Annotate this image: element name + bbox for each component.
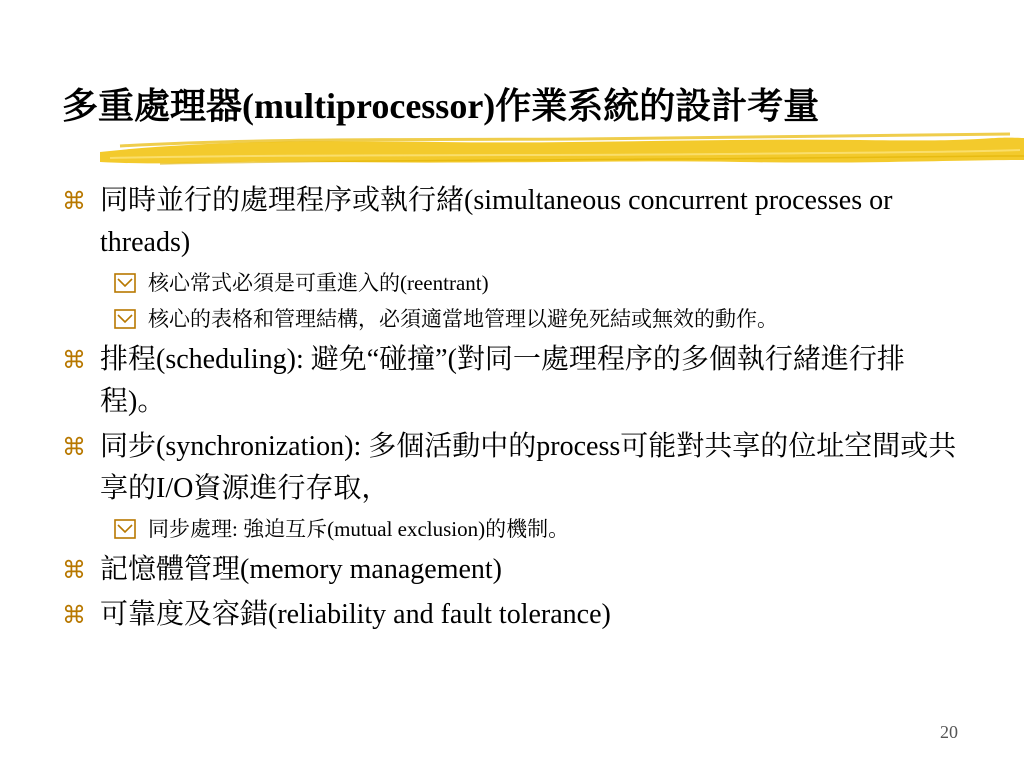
sub-list-item-text: 核心的表格和管理結構，必須適當地管理以避免死結或無效的動作。 bbox=[148, 307, 778, 331]
list-item bbox=[62, 594, 962, 636]
list-item-text: 排程(scheduling): 避免“碰撞”(對同一處理程序的多個執行緒進行排程)。 bbox=[100, 344, 905, 417]
command-key-icon: ⌘ bbox=[62, 346, 86, 374]
command-key-icon: ⌘ bbox=[62, 601, 86, 629]
list-item bbox=[62, 426, 962, 510]
sub-list-item bbox=[114, 513, 962, 546]
sub-list-item-text: 核心常式必須是可重進入的(reentrant) bbox=[148, 271, 489, 295]
command-key-icon: ⌘ bbox=[62, 433, 86, 461]
list-item-text: 可靠度及容錯(reliability and fault tolerance) bbox=[100, 599, 611, 630]
list-item-text: 同時並行的處理程序或執行緒(simultaneous concurrent processes or threads) bbox=[100, 185, 893, 258]
checkbox-z-icon bbox=[114, 309, 136, 329]
page-number: 20 bbox=[940, 722, 958, 742]
sub-list-item-text: 同步處理: 強迫互斥(mutual exclusion)的機制。 bbox=[148, 517, 570, 541]
list-item bbox=[62, 549, 962, 591]
list-item-text: 記憶體管理(memory management) bbox=[100, 554, 503, 585]
checkbox-z-icon bbox=[114, 273, 136, 293]
list-item-text: 同步(synchronization): 多個活動中的process可能對共享的位址空間或共享的I/O資源進行存取， bbox=[100, 431, 957, 504]
command-key-icon: ⌘ bbox=[62, 556, 86, 584]
checkbox-z-icon bbox=[114, 519, 136, 539]
list-item bbox=[62, 180, 962, 264]
slide-title: 多重處理器(multiprocessor)作業系統的設計考量 bbox=[62, 86, 820, 126]
sub-list-item bbox=[114, 267, 962, 300]
bullet-list bbox=[62, 180, 962, 639]
list-item bbox=[62, 339, 962, 423]
command-key-icon: ⌘ bbox=[62, 187, 86, 215]
sub-list-item bbox=[114, 303, 962, 336]
yellow-brush-stroke bbox=[100, 130, 1024, 170]
